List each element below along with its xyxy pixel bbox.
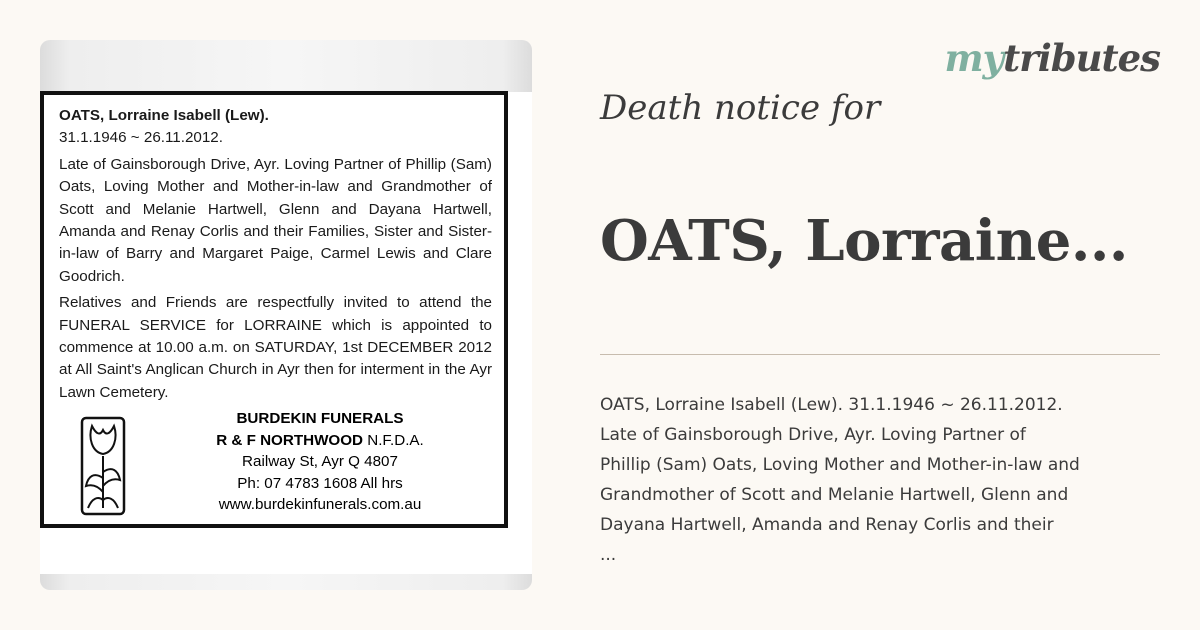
excerpt-line: Phillip (Sam) Oats, Loving Mother and Mother-in-law and <box>600 455 1080 475</box>
brand-part-2: tributes <box>1003 36 1160 80</box>
funeral-home-suffix: N.F.D.A. <box>363 431 424 449</box>
tulip-logo-icon <box>80 416 126 516</box>
notice-heading: OATS, Lorraine Isabell (Lew). <box>59 107 269 124</box>
notice-excerpt <box>600 390 1180 570</box>
deceased-name-title: OATS, Lorraine... <box>600 208 1128 274</box>
notice-dates: 31.1.1946 ~ 26.11.2012. <box>59 129 223 147</box>
excerpt-line: Grandmother of Scott and Melanie Hartwell, Glenn and <box>600 485 1069 505</box>
funeral-home-details <box>150 408 490 516</box>
notice-paragraph-1: Late of Gainsborough Drive, Ayr. Loving Partner of Phillip (Sam) Oats, Loving Mother and Mother-in-law and Grandmother of Scott and Melanie Hartwell, Glenn and Dayana Hartwell, Amanda and Renay Corlis and their Families, Sister and Sister-in-law of Barry and Margaret Paige, Carmel Lewis and Clare Goodrich. <box>59 155 492 285</box>
excerpt-line: OATS, Lorraine Isabell (Lew). 31.1.1946 ~ 26.11.2012. <box>600 395 1063 415</box>
notice-paragraph-2: Relatives and Friends are respectfully invited to attend the FUNERAL SERVICE for LORRAINE which is appointed to commence at 10.00 a.m. on SATURDAY, 1st DECEMBER 2012 at All Saint's Anglican Church in Ayr then for interment in the Ayr Lawn Cemetery. <box>59 294 492 401</box>
excerpt-ellipsis: ... <box>600 545 617 565</box>
page-subtitle: Death notice for <box>600 88 881 128</box>
divider <box>600 354 1160 355</box>
mytributes-logo <box>944 36 1160 80</box>
funeral-home-name: BURDEKIN FUNERALS <box>236 410 404 427</box>
funeral-home-phone: Ph: 07 4783 1608 All hrs <box>237 474 403 492</box>
excerpt-line: Dayana Hartwell, Amanda and Renay Corlis and their <box>600 515 1054 535</box>
brand-part-1: my <box>944 36 1004 80</box>
funeral-home-website: www.burdekinfunerals.com.au <box>218 496 422 513</box>
funeral-home-proprietors: R & F NORTHWOOD <box>216 431 364 449</box>
excerpt-line: Late of Gainsborough Drive, Ayr. Loving Partner of <box>600 425 1026 445</box>
notice-image-card <box>40 40 532 590</box>
funeral-home-address: Railway St, Ayr Q 4807 <box>242 453 398 470</box>
